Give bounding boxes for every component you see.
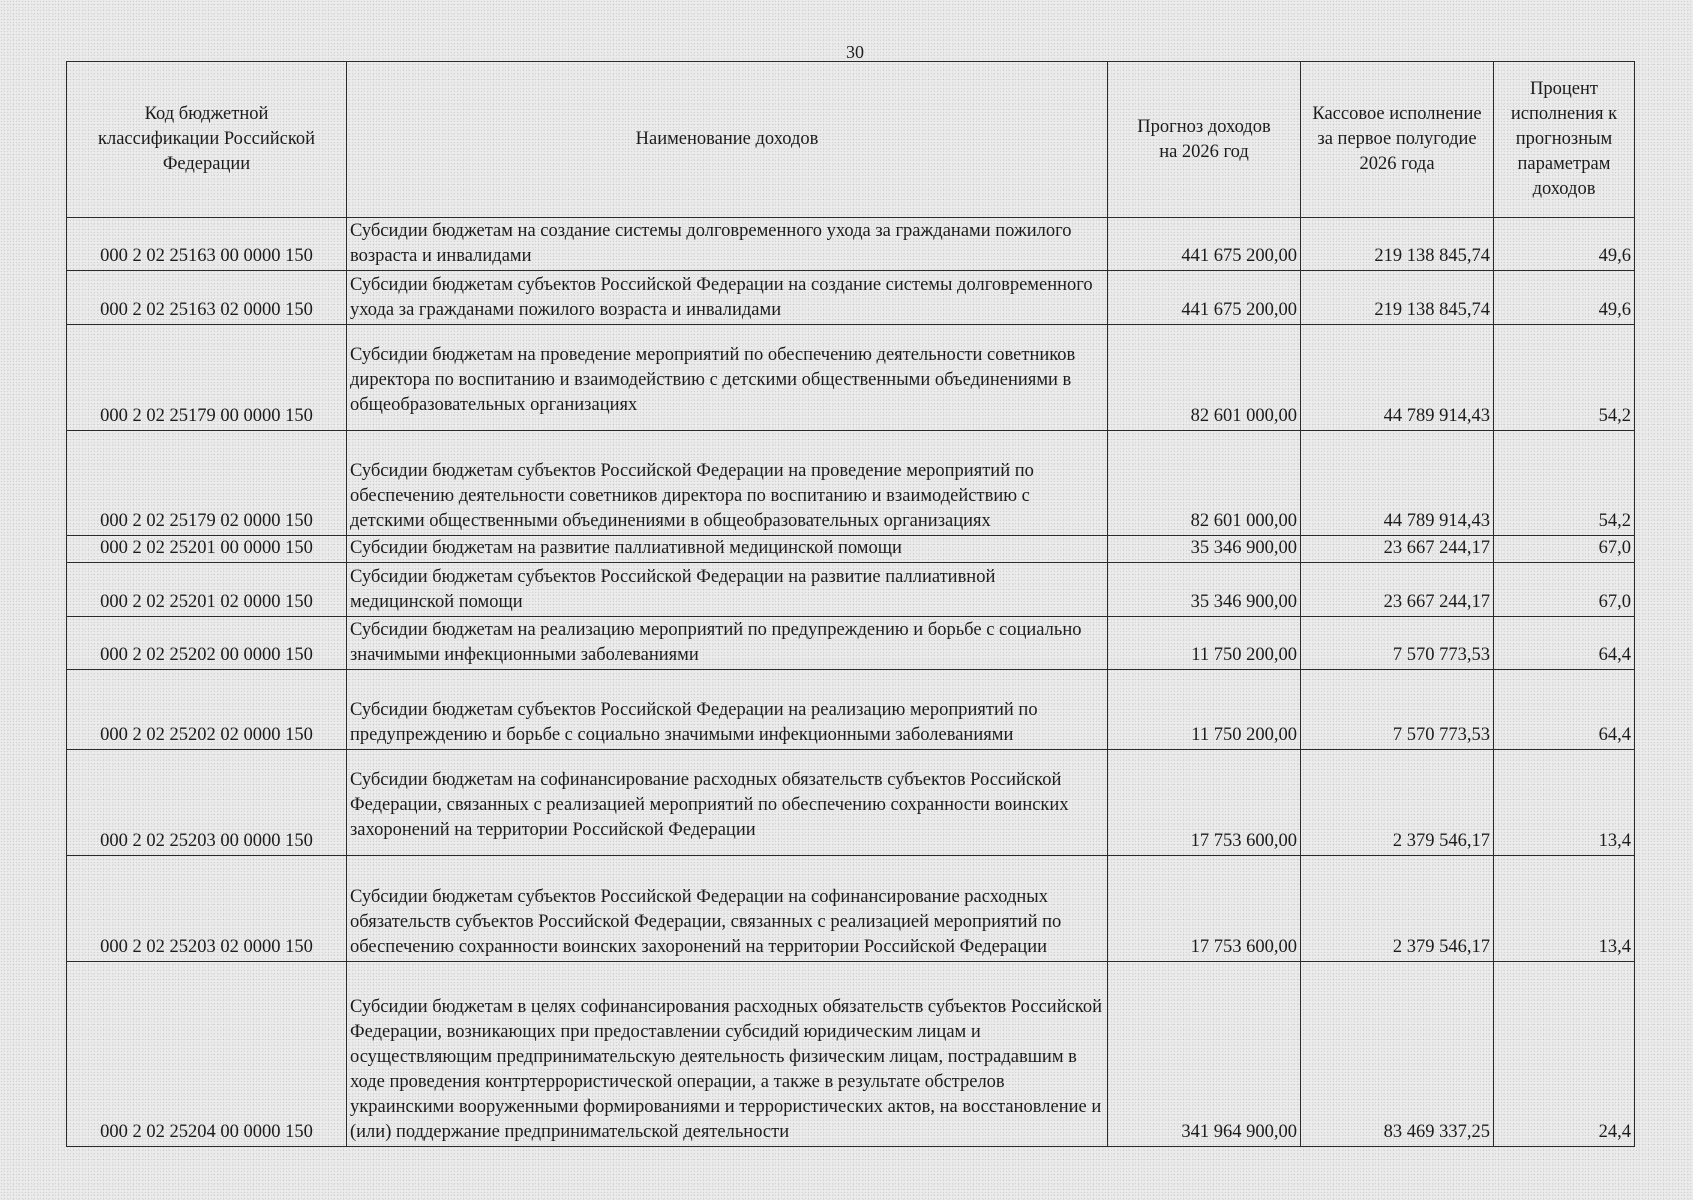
row-execution: 23 667 244,17 (1301, 536, 1494, 563)
row-name: Субсидии бюджетам субъектов Российской Федерации на развитие паллиативной медицинской помощи (347, 563, 1108, 617)
row-name: Субсидии бюджетам субъектов Российской Федерации на софинансирование расходных обязательств субъектов Российской Федерации, связанных с реализацией мероприятий по обеспечению сохранности воинских захоронений на территории Российской Федерации (347, 856, 1108, 962)
row-percent: 54,2 (1494, 431, 1635, 536)
header-code: Код бюджетной классификации Российской Федерации (67, 62, 347, 218)
row-percent: 49,6 (1494, 271, 1635, 325)
row-code: 000 2 02 25201 02 0000 150 (67, 563, 347, 617)
table-row (67, 271, 1635, 325)
row-plan: 341 964 900,00 (1108, 962, 1301, 1147)
row-name: Субсидии бюджетам на реализацию мероприятий по предупреждению и борьбе с социально значимыми инфекционными заболеваниями (347, 617, 1108, 670)
budget-revenue-table (66, 61, 1635, 1147)
row-execution: 7 570 773,53 (1301, 670, 1494, 750)
row-percent: 13,4 (1494, 856, 1635, 962)
row-execution: 2 379 546,17 (1301, 750, 1494, 856)
row-code: 000 2 02 25203 02 0000 150 (67, 856, 347, 962)
row-plan: 441 675 200,00 (1108, 218, 1301, 271)
row-percent: 24,4 (1494, 962, 1635, 1147)
table-row (67, 563, 1635, 617)
row-name: Субсидии бюджетам на проведение мероприятий по обеспечению деятельности советников директора по воспитанию и взаимодействию с детскими общественными объединениями в общеобразовательных организациях (347, 325, 1108, 431)
row-execution: 83 469 337,25 (1301, 962, 1494, 1147)
row-plan: 82 601 000,00 (1108, 325, 1301, 431)
row-name: Субсидии бюджетам на создание системы долговременного ухода за гражданами пожилого возраста и инвалидами (347, 218, 1108, 271)
row-code: 000 2 02 25179 02 0000 150 (67, 431, 347, 536)
row-code: 000 2 02 25204 00 0000 150 (67, 962, 347, 1147)
row-name: Субсидии бюджетам субъектов Российской Федерации на создание системы долговременного ухода за гражданами пожилого возраста и инвалидами (347, 271, 1108, 325)
row-name: Субсидии бюджетам субъектов Российской Федерации на проведение мероприятий по обеспечению деятельности советников директора по воспитанию и взаимодействию с детскими общественными объединениями в общеобразовательных организациях (347, 431, 1108, 536)
row-execution: 219 138 845,74 (1301, 271, 1494, 325)
table-row (67, 617, 1635, 670)
header-percent: Процент исполнения к прогнозным параметрам доходов (1494, 62, 1635, 218)
row-name: Субсидии бюджетам субъектов Российской Федерации на реализацию мероприятий по предупреждению и борьбе с социально значимыми инфекционными заболеваниями (347, 670, 1108, 750)
row-plan: 441 675 200,00 (1108, 271, 1301, 325)
row-execution: 2 379 546,17 (1301, 856, 1494, 962)
row-code: 000 2 02 25203 00 0000 150 (67, 750, 347, 856)
header-plan: Прогноз доходов на 2026 год (1108, 62, 1301, 218)
table-row (67, 536, 1635, 563)
row-code: 000 2 02 25201 00 0000 150 (67, 536, 347, 563)
row-percent: 67,0 (1494, 563, 1635, 617)
table-row (67, 750, 1635, 856)
row-plan: 35 346 900,00 (1108, 563, 1301, 617)
row-code: 000 2 02 25202 02 0000 150 (67, 670, 347, 750)
row-name: Субсидии бюджетам в целях софинансирования расходных обязательств субъектов Российской Федерации, возникающих при предоставлении субсидий юридическим лицам и осуществляющим предпринимательскую деятельность физическим лицам, пострадавшим в ходе проведения контртеррористической операции, а также в результате обстрелов украинскими вооруженными формированиями и террористических актов, на восстановление и (или) поддержание предпринимательской деятельности (347, 962, 1108, 1147)
table-row (67, 218, 1635, 271)
row-execution: 219 138 845,74 (1301, 218, 1494, 271)
row-plan: 17 753 600,00 (1108, 856, 1301, 962)
row-code: 000 2 02 25163 02 0000 150 (67, 271, 347, 325)
row-percent: 54,2 (1494, 325, 1635, 431)
row-percent: 49,6 (1494, 218, 1635, 271)
row-percent: 64,4 (1494, 670, 1635, 750)
header-name: Наименование доходов (347, 62, 1108, 218)
row-name: Субсидии бюджетам на развитие паллиативной медицинской помощи (347, 536, 1108, 563)
row-execution: 44 789 914,43 (1301, 431, 1494, 536)
row-plan: 35 346 900,00 (1108, 536, 1301, 563)
row-plan: 11 750 200,00 (1108, 670, 1301, 750)
row-execution: 7 570 773,53 (1301, 617, 1494, 670)
row-percent: 67,0 (1494, 536, 1635, 563)
row-execution: 23 667 244,17 (1301, 563, 1494, 617)
row-percent: 64,4 (1494, 617, 1635, 670)
row-execution: 44 789 914,43 (1301, 325, 1494, 431)
header-execution: Кассовое исполнение за первое полугодие 2026 года (1301, 62, 1494, 218)
page-number: 30 (846, 42, 864, 62)
row-percent: 13,4 (1494, 750, 1635, 856)
table-header-row (67, 62, 1635, 218)
table-row (67, 856, 1635, 962)
table-row (67, 431, 1635, 536)
row-plan: 11 750 200,00 (1108, 617, 1301, 670)
row-code: 000 2 02 25179 00 0000 150 (67, 325, 347, 431)
table-row (67, 670, 1635, 750)
table-row (67, 962, 1635, 1147)
row-name: Субсидии бюджетам на софинансирование расходных обязательств субъектов Российской Федерации, связанных с реализацией мероприятий по обеспечению сохранности воинских захоронений на территории Российской Федерации (347, 750, 1108, 856)
row-code: 000 2 02 25163 00 0000 150 (67, 218, 347, 271)
table-row (67, 325, 1635, 431)
row-plan: 17 753 600,00 (1108, 750, 1301, 856)
row-code: 000 2 02 25202 00 0000 150 (67, 617, 347, 670)
row-plan: 82 601 000,00 (1108, 431, 1301, 536)
